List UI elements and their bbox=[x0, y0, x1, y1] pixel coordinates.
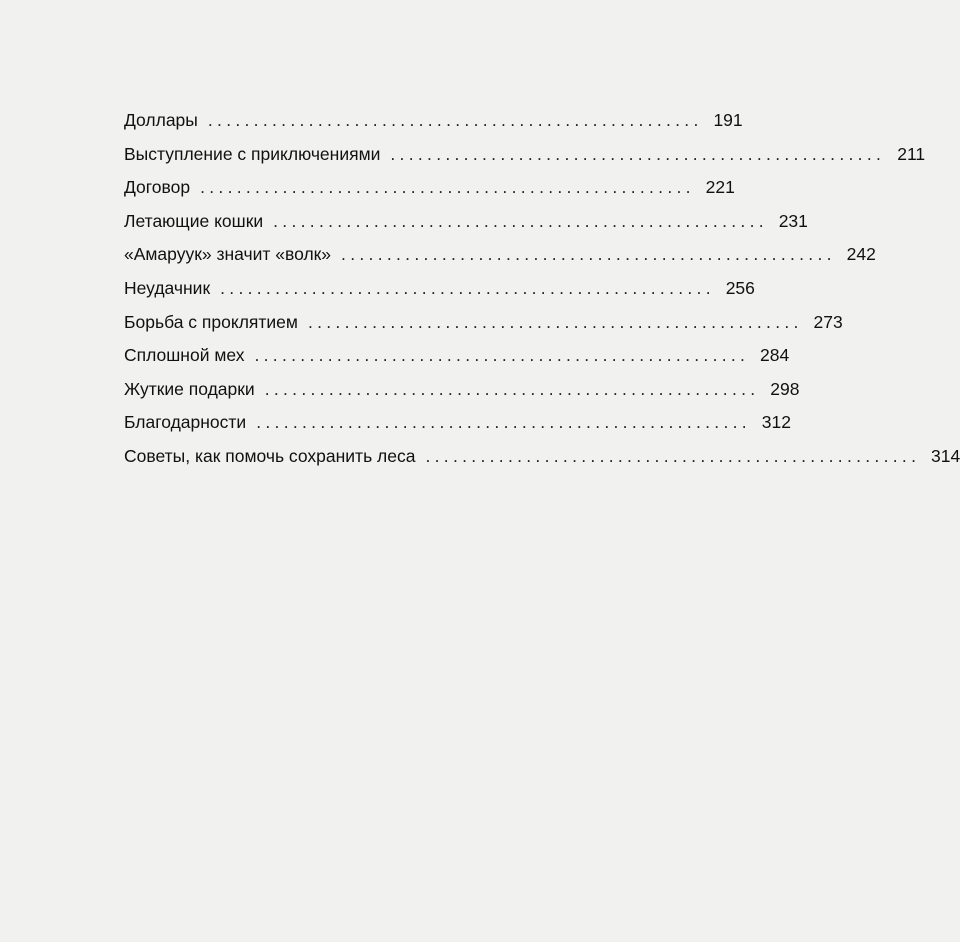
toc-entry-page-number: 284 bbox=[760, 345, 790, 366]
toc-dot-leader: ...................................................... bbox=[264, 378, 760, 399]
toc-entry-page-number: 211 bbox=[897, 143, 926, 164]
toc-entry-title: «Амаруук» значит «волк» bbox=[124, 244, 332, 265]
toc-entry-title: Благодарности bbox=[124, 412, 247, 433]
toc-entry-page-number: 298 bbox=[770, 378, 800, 399]
toc-dot-leader: ...................................................... bbox=[254, 345, 750, 366]
toc-entry-title: Доллары bbox=[124, 110, 198, 130]
toc-entry-page-number: 231 bbox=[778, 210, 808, 231]
toc-entry-title: Неудачник bbox=[124, 277, 211, 298]
toc-dot-leader: ...................................................... bbox=[207, 110, 703, 130]
toc-dot-leader: ...................................................... bbox=[425, 445, 921, 466]
toc-entry bbox=[124, 339, 790, 373]
toc-entry bbox=[124, 440, 960, 474]
toc-entry bbox=[124, 238, 876, 272]
toc-entry bbox=[124, 373, 800, 407]
toc-dot-leader: ...................................................... bbox=[390, 143, 886, 164]
toc-entry bbox=[124, 406, 791, 440]
toc-entry-page-number: 191 bbox=[713, 110, 743, 130]
toc-entry-page-number: 314 bbox=[931, 445, 960, 466]
toc-entry bbox=[124, 306, 843, 340]
toc-dot-leader: ...................................................... bbox=[341, 244, 836, 265]
toc-entry-title: Выступление с приключениями bbox=[124, 143, 381, 164]
toc-entry bbox=[124, 272, 755, 306]
toc-entry-title: Летающие кошки bbox=[124, 210, 264, 231]
toc-entry-title: Борьба с проклятием bbox=[124, 311, 298, 332]
toc-entry-page-number: 256 bbox=[725, 277, 755, 298]
toc-dot-leader: ...................................................... bbox=[200, 177, 695, 198]
table-of-contents bbox=[124, 104, 960, 474]
toc-entry-title: Договор bbox=[124, 177, 191, 198]
toc-entry-page-number: 221 bbox=[705, 177, 735, 198]
toc-dot-leader: ...................................................... bbox=[307, 311, 803, 332]
toc-entry-title: Советы, как помочь сохранить леса bbox=[124, 445, 416, 466]
toc-entry-page-number: 312 bbox=[761, 412, 791, 433]
toc-dot-leader: ...................................................... bbox=[256, 412, 751, 433]
toc-dot-leader: ...................................................... bbox=[273, 210, 768, 231]
toc-entry bbox=[124, 104, 743, 138]
toc-entry bbox=[124, 171, 735, 205]
toc-entry-page-number: 242 bbox=[846, 244, 876, 265]
toc-entry-title: Жуткие подарки bbox=[124, 378, 255, 399]
toc-dot-leader: ...................................................... bbox=[220, 277, 715, 298]
toc-entry bbox=[124, 138, 926, 172]
toc-entry-title: Сплошной мех bbox=[124, 345, 245, 366]
toc-entry bbox=[124, 205, 808, 239]
toc-entry-page-number: 273 bbox=[813, 311, 843, 332]
